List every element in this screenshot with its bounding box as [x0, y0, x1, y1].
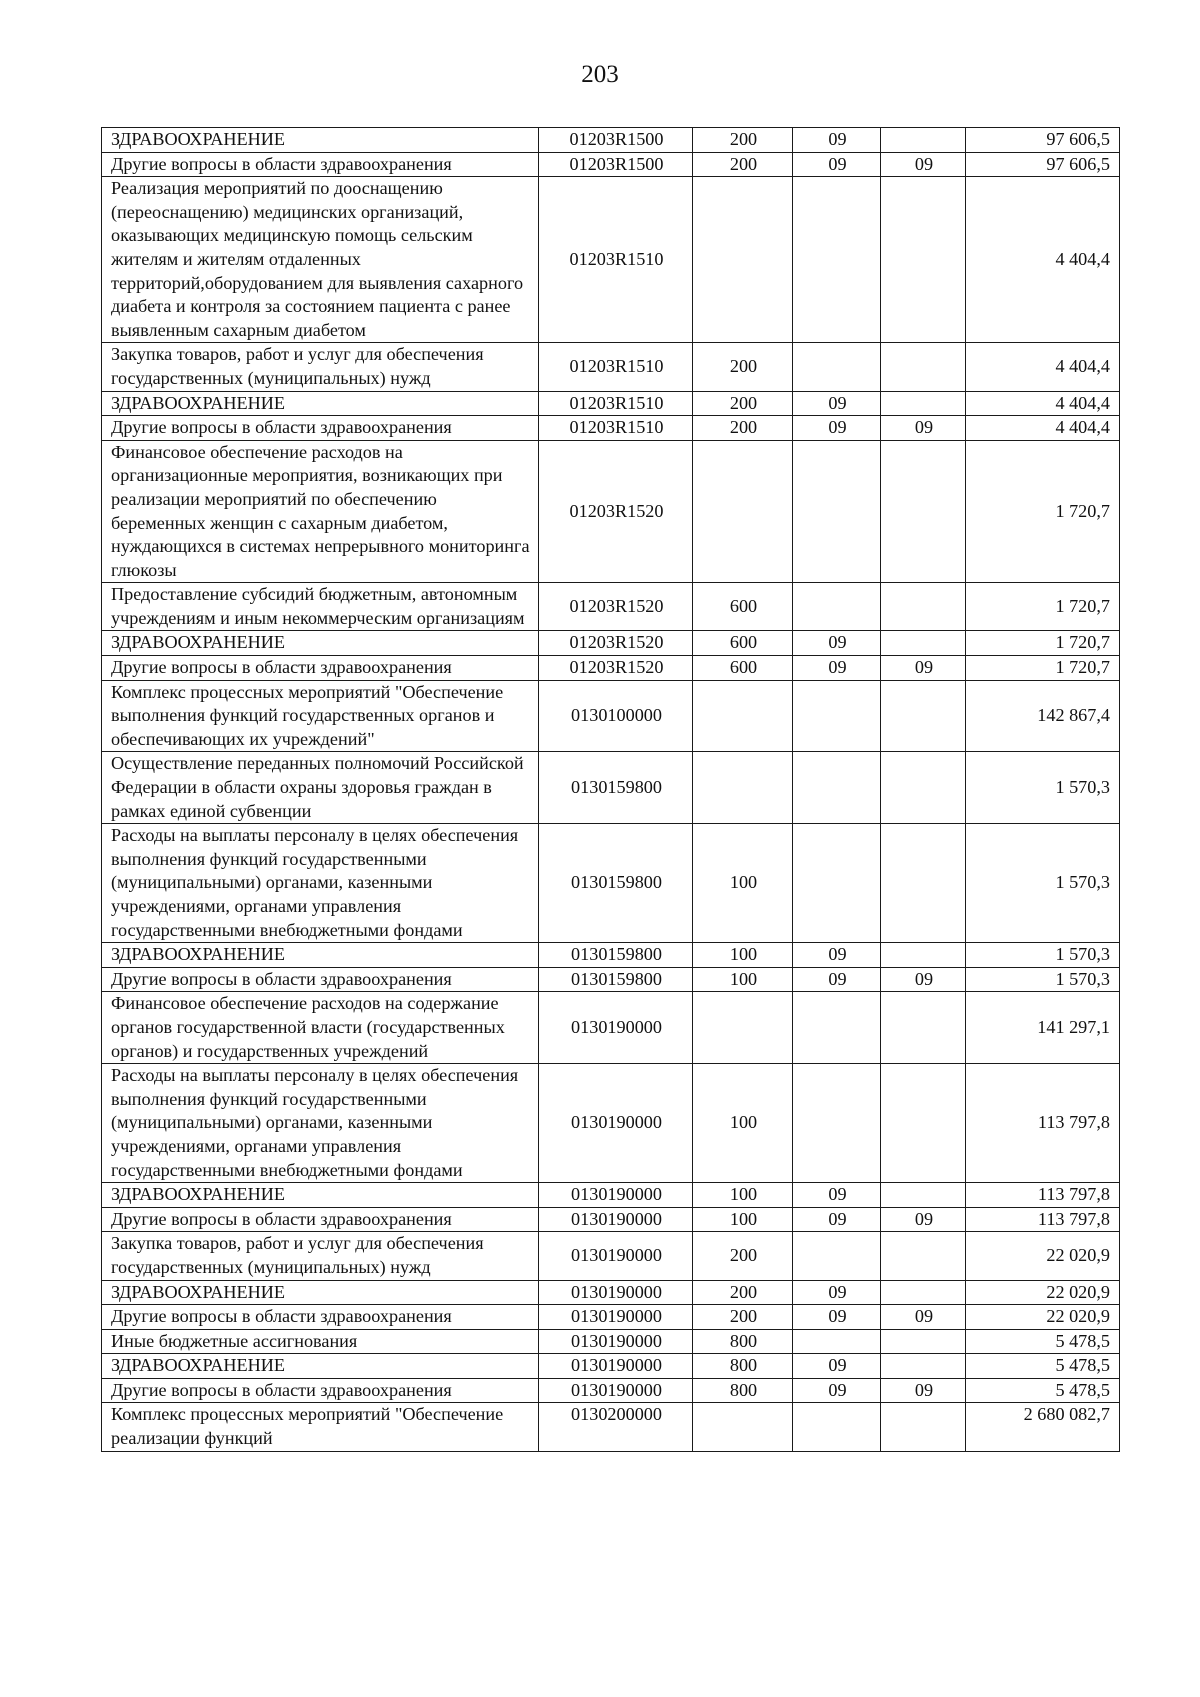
row-subsection — [881, 1183, 966, 1208]
page-number: 203 — [581, 61, 619, 88]
row-expense-type — [693, 1403, 793, 1451]
row-subsection: 09 — [881, 1305, 966, 1330]
table-row — [102, 152, 1120, 177]
row-sum: 1 720,7 — [966, 583, 1120, 631]
row-subsection — [881, 943, 966, 968]
row-subsection: 09 — [881, 152, 966, 177]
table-row — [102, 1305, 1120, 1330]
row-subsection — [881, 343, 966, 391]
row-section — [793, 752, 881, 824]
row-subsection — [881, 824, 966, 943]
row-code: 0130159800 — [539, 824, 693, 943]
row-expense-type: 800 — [693, 1354, 793, 1379]
row-sum: 22 020,9 — [966, 1280, 1120, 1305]
row-expense-type: 800 — [693, 1378, 793, 1403]
row-section — [793, 1329, 881, 1354]
row-subsection — [881, 583, 966, 631]
row-subsection — [881, 177, 966, 343]
row-subsection — [881, 440, 966, 583]
row-name: ЗДРАВООХРАНЕНИЕ — [102, 631, 539, 656]
row-sum: 4 404,4 — [966, 391, 1120, 416]
table-row — [102, 128, 1120, 153]
row-code: 01203R1520 — [539, 440, 693, 583]
table-row — [102, 1329, 1120, 1354]
row-code: 01203R1510 — [539, 343, 693, 391]
row-name: Закупка товаров, работ и услуг для обеспечения государственных (муниципальных) нужд — [102, 1232, 539, 1280]
row-expense-type — [693, 440, 793, 583]
row-subsection: 09 — [881, 967, 966, 992]
row-code: 0130159800 — [539, 943, 693, 968]
row-sum: 5 478,5 — [966, 1354, 1120, 1379]
row-code: 0130190000 — [539, 1378, 693, 1403]
row-expense-type: 200 — [693, 416, 793, 441]
table-row — [102, 391, 1120, 416]
row-sum: 1 570,3 — [966, 824, 1120, 943]
row-name: ЗДРАВООХРАНЕНИЕ — [102, 391, 539, 416]
row-code: 01203R1520 — [539, 656, 693, 681]
row-name: Другие вопросы в области здравоохранения — [102, 656, 539, 681]
row-sum: 1 570,3 — [966, 752, 1120, 824]
row-expense-type: 200 — [693, 1280, 793, 1305]
table-row — [102, 416, 1120, 441]
row-expense-type: 200 — [693, 1305, 793, 1330]
table-row — [102, 1232, 1120, 1280]
row-name: Комплекс процессных мероприятий "Обеспечение выполнения функций государственных органов и обеспечивающих их учреждений" — [102, 680, 539, 752]
row-code: 01203R1520 — [539, 631, 693, 656]
table-row — [102, 967, 1120, 992]
row-code: 0130190000 — [539, 1329, 693, 1354]
row-section: 09 — [793, 631, 881, 656]
row-sum: 1 720,7 — [966, 440, 1120, 583]
row-subsection — [881, 752, 966, 824]
row-code: 0130190000 — [539, 1064, 693, 1183]
table-row — [102, 1183, 1120, 1208]
row-sum: 141 297,1 — [966, 992, 1120, 1064]
row-expense-type: 200 — [693, 343, 793, 391]
row-section: 09 — [793, 1183, 881, 1208]
row-section — [793, 992, 881, 1064]
row-subsection: 09 — [881, 1207, 966, 1232]
row-sum: 1 570,3 — [966, 943, 1120, 968]
row-section — [793, 680, 881, 752]
row-expense-type — [693, 752, 793, 824]
row-code: 0130190000 — [539, 1354, 693, 1379]
row-sum: 5 478,5 — [966, 1378, 1120, 1403]
row-name: Расходы на выплаты персоналу в целях обеспечения выполнения функций государственными (муниципальными) органами, казенными учреждениями, органами управления государственными внебюджетными фондами — [102, 824, 539, 943]
row-subsection — [881, 1329, 966, 1354]
table-row — [102, 943, 1120, 968]
row-code: 0130190000 — [539, 1305, 693, 1330]
row-code: 0130190000 — [539, 1280, 693, 1305]
row-expense-type: 200 — [693, 1232, 793, 1280]
row-subsection: 09 — [881, 416, 966, 441]
row-subsection — [881, 1403, 966, 1451]
row-section: 09 — [793, 656, 881, 681]
row-subsection: 09 — [881, 656, 966, 681]
row-expense-type: 100 — [693, 824, 793, 943]
row-sum: 1 570,3 — [966, 967, 1120, 992]
row-name: Комплекс процессных мероприятий "Обеспечение реализации функций — [102, 1403, 539, 1451]
row-name: Финансовое обеспечение расходов на содержание органов государственной власти (государственных органов) и государственных учреждений — [102, 992, 539, 1064]
row-code: 01203R1510 — [539, 177, 693, 343]
row-section: 09 — [793, 1280, 881, 1305]
row-name: Иные бюджетные ассигнования — [102, 1329, 539, 1354]
row-name: ЗДРАВООХРАНЕНИЕ — [102, 128, 539, 153]
row-code: 0130190000 — [539, 992, 693, 1064]
row-expense-type: 600 — [693, 631, 793, 656]
row-subsection — [881, 631, 966, 656]
row-subsection — [881, 992, 966, 1064]
table-row — [102, 1280, 1120, 1305]
row-sum: 2 680 082,7 — [966, 1403, 1120, 1451]
row-subsection: 09 — [881, 1378, 966, 1403]
row-sum: 113 797,8 — [966, 1064, 1120, 1183]
table-row — [102, 752, 1120, 824]
row-sum: 22 020,9 — [966, 1305, 1120, 1330]
table-row — [102, 992, 1120, 1064]
row-name: Другие вопросы в области здравоохранения — [102, 1378, 539, 1403]
row-section — [793, 824, 881, 943]
table-row — [102, 343, 1120, 391]
row-name: Осуществление переданных полномочий Российской Федерации в области охраны здоровья граждан в рамках единой субвенции — [102, 752, 539, 824]
row-expense-type: 100 — [693, 1183, 793, 1208]
row-expense-type: 100 — [693, 967, 793, 992]
row-name: Другие вопросы в области здравоохранения — [102, 416, 539, 441]
row-section — [793, 177, 881, 343]
row-section — [793, 1064, 881, 1183]
row-section: 09 — [793, 1207, 881, 1232]
row-section — [793, 343, 881, 391]
row-sum: 4 404,4 — [966, 416, 1120, 441]
row-section: 09 — [793, 1354, 881, 1379]
row-name: Другие вопросы в области здравоохранения — [102, 152, 539, 177]
row-sum: 4 404,4 — [966, 343, 1120, 391]
row-section — [793, 1232, 881, 1280]
row-code: 0130190000 — [539, 1183, 693, 1208]
row-code: 0130190000 — [539, 1232, 693, 1280]
row-expense-type: 200 — [693, 128, 793, 153]
row-subsection — [881, 1354, 966, 1379]
row-expense-type: 100 — [693, 943, 793, 968]
row-expense-type: 100 — [693, 1064, 793, 1183]
row-code: 01203R1500 — [539, 128, 693, 153]
row-sum: 4 404,4 — [966, 177, 1120, 343]
row-sum: 1 720,7 — [966, 631, 1120, 656]
row-name: ЗДРАВООХРАНЕНИЕ — [102, 1354, 539, 1379]
row-sum: 113 797,8 — [966, 1207, 1120, 1232]
row-subsection — [881, 391, 966, 416]
row-section: 09 — [793, 1378, 881, 1403]
row-sum: 97 606,5 — [966, 128, 1120, 153]
row-section: 09 — [793, 967, 881, 992]
row-expense-type: 600 — [693, 656, 793, 681]
row-code: 01203R1510 — [539, 391, 693, 416]
row-section: 09 — [793, 943, 881, 968]
row-name: ЗДРАВООХРАНЕНИЕ — [102, 943, 539, 968]
row-sum: 113 797,8 — [966, 1183, 1120, 1208]
row-code: 01203R1500 — [539, 152, 693, 177]
row-name: Другие вопросы в области здравоохранения — [102, 967, 539, 992]
row-expense-type: 600 — [693, 583, 793, 631]
row-name: Расходы на выплаты персоналу в целях обеспечения выполнения функций государственными (муниципальными) органами, казенными учреждениями, органами управления государственными внебюджетными фондами — [102, 1064, 539, 1183]
row-name: Реализация мероприятий по дооснащению (переоснащению) медицинских организаций, оказывающих медицинскую помощь сельским жителям и жителям отдаленных территорий,оборудованием для выявления сахарного диабета и контроля за состоянием пациента с ранее выявленным сахарным диабетом — [102, 177, 539, 343]
table-row — [102, 631, 1120, 656]
row-code: 0130200000 — [539, 1403, 693, 1451]
row-section — [793, 1403, 881, 1451]
row-section — [793, 440, 881, 583]
table-row — [102, 440, 1120, 583]
row-expense-type: 800 — [693, 1329, 793, 1354]
row-code: 0130100000 — [539, 680, 693, 752]
row-name: ЗДРАВООХРАНЕНИЕ — [102, 1280, 539, 1305]
row-subsection — [881, 680, 966, 752]
table-row — [102, 1354, 1120, 1379]
row-section — [793, 583, 881, 631]
row-section: 09 — [793, 128, 881, 153]
row-expense-type: 100 — [693, 1207, 793, 1232]
table-row — [102, 177, 1120, 343]
row-sum: 97 606,5 — [966, 152, 1120, 177]
row-expense-type — [693, 680, 793, 752]
row-section: 09 — [793, 416, 881, 441]
row-section: 09 — [793, 152, 881, 177]
row-expense-type: 200 — [693, 152, 793, 177]
row-expense-type — [693, 177, 793, 343]
row-subsection — [881, 1280, 966, 1305]
row-sum: 5 478,5 — [966, 1329, 1120, 1354]
row-name: Другие вопросы в области здравоохранения — [102, 1207, 539, 1232]
table-row — [102, 824, 1120, 943]
row-code: 01203R1520 — [539, 583, 693, 631]
table-row — [102, 1207, 1120, 1232]
row-name: Финансовое обеспечение расходов на организационные мероприятия, возникающих при реализации мероприятий по обеспечению беременных женщин с сахарным диабетом, нуждающихся в системах непрерывного мониторинга глюкозы — [102, 440, 539, 583]
row-code: 0130190000 — [539, 1207, 693, 1232]
row-code: 01203R1510 — [539, 416, 693, 441]
row-name: Другие вопросы в области здравоохранения — [102, 1305, 539, 1330]
row-name: ЗДРАВООХРАНЕНИЕ — [102, 1183, 539, 1208]
table-row — [102, 1378, 1120, 1403]
table-row — [102, 583, 1120, 631]
table-row — [102, 656, 1120, 681]
row-section: 09 — [793, 391, 881, 416]
row-sum: 1 720,7 — [966, 656, 1120, 681]
row-sum: 22 020,9 — [966, 1232, 1120, 1280]
row-name: Предоставление субсидий бюджетным, автономным учреждениям и иным некоммерческим организациям — [102, 583, 539, 631]
row-section: 09 — [793, 1305, 881, 1330]
row-sum: 142 867,4 — [966, 680, 1120, 752]
table-row — [102, 1403, 1120, 1451]
row-code: 0130159800 — [539, 967, 693, 992]
row-code: 0130159800 — [539, 752, 693, 824]
row-expense-type — [693, 992, 793, 1064]
budget-table — [101, 127, 1120, 1452]
row-subsection — [881, 1064, 966, 1183]
row-expense-type: 200 — [693, 391, 793, 416]
row-name: Закупка товаров, работ и услуг для обеспечения государственных (муниципальных) нужд — [102, 343, 539, 391]
row-subsection — [881, 1232, 966, 1280]
budget-table-body — [102, 128, 1120, 1452]
table-row — [102, 1064, 1120, 1183]
table-row — [102, 680, 1120, 752]
row-subsection — [881, 128, 966, 153]
